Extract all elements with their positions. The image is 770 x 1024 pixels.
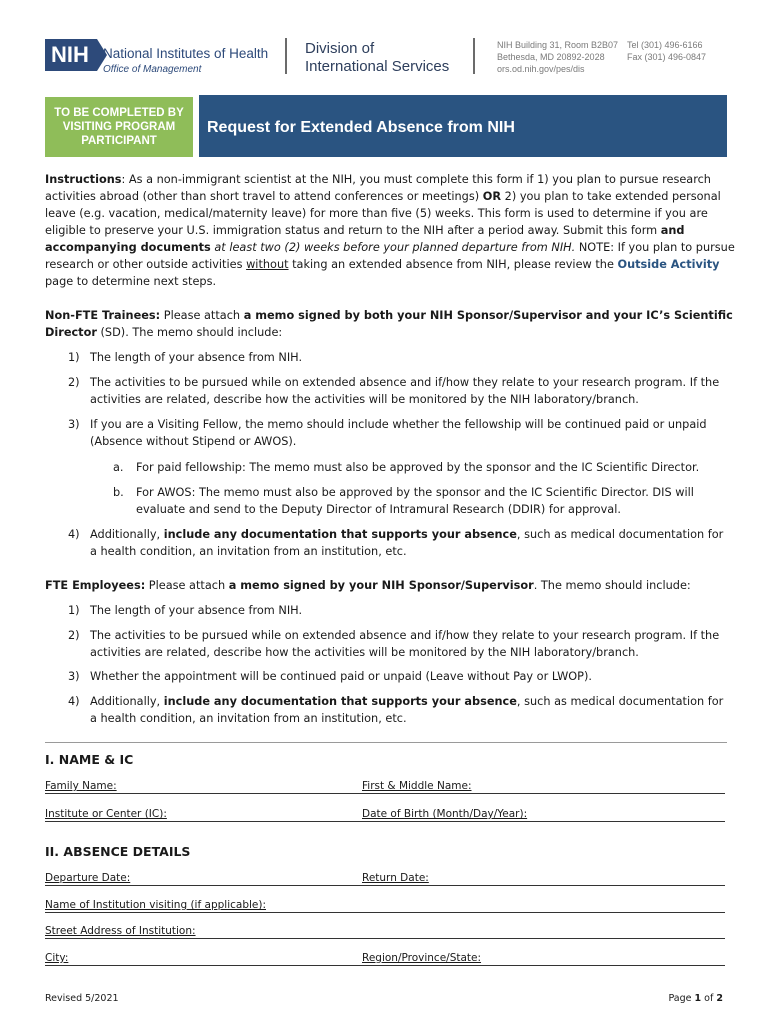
text: NOTE: If you plan to pursue research or other outside activities xyxy=(45,241,735,271)
list-number: 4) xyxy=(68,695,80,708)
institute-field[interactable] xyxy=(45,807,363,822)
list-number: 1) xyxy=(68,604,80,617)
text: taking an extended absence from NIH, please review the xyxy=(288,258,618,271)
tel: Tel (301) 496-6166 xyxy=(627,40,703,50)
form-title: Request for Extended Absence from NIH xyxy=(207,119,515,136)
nonfte-label: Non-FTE Trainees: xyxy=(45,309,161,322)
fax: Fax (301) 496-0847 xyxy=(627,52,707,62)
field-label: Institute or Center (IC): xyxy=(45,808,167,820)
text-bold: include any documentation that supports your absence xyxy=(163,695,517,708)
field-label: First & Middle Name: xyxy=(362,780,472,792)
list-item: The length of your absence from NIH. xyxy=(90,604,303,617)
outside-activity-link[interactable]: Outside Activity xyxy=(617,258,720,271)
text: Please attach xyxy=(145,579,229,592)
text-bold: OR xyxy=(482,190,502,203)
division-line-1: Division of xyxy=(305,40,375,57)
logo-text: NIH xyxy=(51,42,89,67)
address-line-2: Bethesda, MD 20892-2028 xyxy=(497,52,605,62)
instructions-label: Instructions xyxy=(45,173,122,186)
field-label: Family Name: xyxy=(45,780,117,792)
nih-logo xyxy=(45,39,97,71)
text: Additionally, xyxy=(90,528,164,541)
text-italic: at least two (2) weeks before your planned departure from NIH. xyxy=(210,241,576,254)
text: Page xyxy=(668,993,692,1004)
list-item xyxy=(90,526,730,560)
sublist-letter: b. xyxy=(113,486,124,499)
badge-line-3: PARTICIPANT xyxy=(81,135,157,147)
sublist-letter: a. xyxy=(113,461,124,474)
list-number: 2) xyxy=(68,629,80,642)
region-field[interactable] xyxy=(362,951,725,966)
list-item: If you are a Visiting Fellow, the memo should include whether the fellowship will be continued paid or unpaid (Absence without Stipend or AWOS). xyxy=(90,418,707,448)
field-label: Name of Institution visiting (if applicable): xyxy=(45,899,266,911)
badge-line-2: VISITING PROGRAM xyxy=(62,121,176,133)
fte-paragraph xyxy=(45,577,735,594)
form-title-banner xyxy=(199,95,727,157)
section-title-name-ic: I. NAME & IC xyxy=(45,752,134,767)
list-number: 2) xyxy=(68,376,80,389)
badge-line-1: TO BE COMPLETED BY xyxy=(54,107,184,119)
section-divider xyxy=(45,742,727,743)
text: , such as medical documentation for a health condition, an invitation from an institution, etc. xyxy=(90,528,724,558)
field-label: Return Date: xyxy=(362,872,429,884)
nonfte-paragraph xyxy=(45,307,735,341)
text: , such as medical documentation for a health condition, an invitation from an institution, etc. xyxy=(90,695,724,725)
first-middle-name-field[interactable] xyxy=(362,779,725,794)
text-bold: a memo signed by your NIH Sponsor/Supervisor xyxy=(228,579,534,592)
list-number: 1) xyxy=(68,351,80,364)
text: of xyxy=(704,993,714,1004)
street-address-field[interactable] xyxy=(45,924,725,939)
address-block xyxy=(497,39,618,75)
list-item: Whether the appointment will be continued paid or unpaid (Leave without Pay or LWOP). xyxy=(90,670,592,683)
departure-date-field[interactable] xyxy=(45,871,363,886)
revision-date: Revised 5/2021 xyxy=(45,993,119,1004)
fte-label: FTE Employees: xyxy=(45,579,146,592)
participant-badge xyxy=(45,97,193,157)
website: ors.od.nih.gov/pes/dis xyxy=(497,64,585,74)
page-number: 1 xyxy=(694,993,702,1004)
text: (SD). The memo should include: xyxy=(96,326,283,339)
page-indicator xyxy=(668,993,723,1004)
list-number: 4) xyxy=(68,528,80,541)
contact-block xyxy=(627,39,706,63)
list-item: The length of your absence from NIH. xyxy=(90,351,303,364)
address-line-1: NIH Building 31, Room B2B07 xyxy=(497,40,619,50)
text: 2) you plan to take extended personal leave (e.g. vacation, medical/maternity leave) for more than five (5) weeks. This form is used to determine if you are eligible to preserve your U.S. immigration status and return to the NIH after a period away. Submit this form xyxy=(45,190,721,237)
section-title-absence-details: II. ABSENCE DETAILS xyxy=(45,844,191,859)
division-line-2: International Services xyxy=(305,58,450,75)
list-number: 3) xyxy=(68,670,80,683)
text-bold: and accompanying documents xyxy=(45,224,685,254)
text-underline: without xyxy=(246,258,289,271)
date-of-birth-field[interactable] xyxy=(362,807,725,822)
text-bold: include any documentation that supports your absence xyxy=(163,528,517,541)
divider xyxy=(473,38,475,74)
office-name: Office of Management xyxy=(103,64,202,75)
field-label: Street Address of Institution: xyxy=(45,925,196,937)
list-number: 3) xyxy=(68,418,80,431)
org-name: National Institutes of Health xyxy=(103,46,269,61)
division-name xyxy=(305,40,449,76)
return-date-field[interactable] xyxy=(362,871,725,886)
text-bold: a memo signed by both your NIH Sponsor/Supervisor and your IC’s Scientific Director xyxy=(45,309,733,339)
sublist-item: For AWOS: The memo must also be approved by the sponsor and the IC Scientific Director. DIS will evaluate and send to the Deputy Director of Intramural Research (DDIR) for approval. xyxy=(136,486,694,516)
field-label: City: xyxy=(45,952,69,964)
city-field[interactable] xyxy=(45,951,363,966)
page-total: 2 xyxy=(716,993,723,1004)
text: Please attach xyxy=(160,309,244,322)
text: . The memo should include: xyxy=(533,579,691,592)
text: Additionally, xyxy=(90,695,164,708)
divider xyxy=(285,38,287,74)
text: page to determine next steps. xyxy=(45,275,217,288)
text: : As a non-immigrant scientist at the NIH, you must complete this form if 1) you plan to pursue research activities abroad (other than short travel to attend conferences or meetings) xyxy=(45,173,711,203)
field-label: Region/Province/State: xyxy=(362,952,482,964)
list-item xyxy=(90,693,730,727)
family-name-field[interactable] xyxy=(45,779,363,794)
list-item: The activities to be pursued while on extended absence and if/how they relate to your research program. If the activities are related, describe how the activities will be monitored by the NIH laboratory/branch. xyxy=(90,629,720,659)
list-item: The activities to be pursued while on extended absence and if/how they relate to your research program. If the activities are related, describe how the activities will be monitored by the NIH laboratory/branch. xyxy=(90,376,720,406)
field-label: Date of Birth (Month/Day/Year): xyxy=(362,808,528,820)
page-header xyxy=(0,34,770,82)
institution-name-field[interactable] xyxy=(45,898,725,913)
instructions-paragraph xyxy=(45,171,735,290)
field-label: Departure Date: xyxy=(45,872,131,884)
sublist-item: For paid fellowship: The memo must also be approved by the sponsor and the IC Scientific Director. xyxy=(136,461,700,474)
